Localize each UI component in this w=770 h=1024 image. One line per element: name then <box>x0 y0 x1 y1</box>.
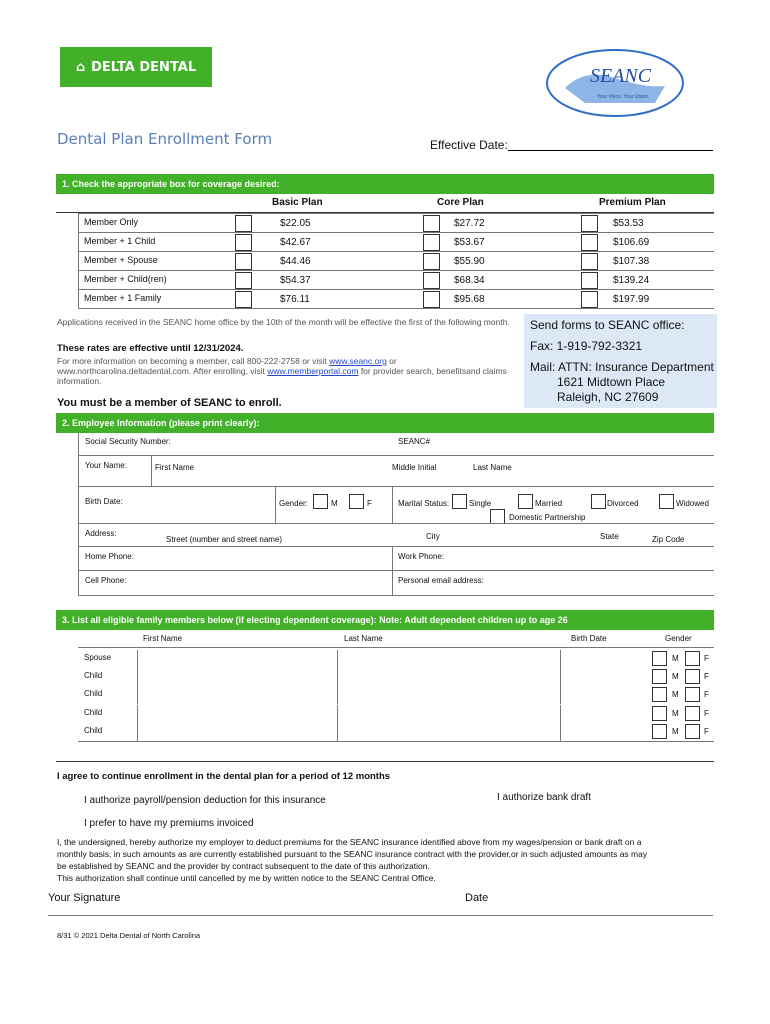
your-name-label: Your Name: <box>85 461 127 470</box>
seanc-link[interactable]: www.seanc.org <box>329 356 387 366</box>
married-checkbox[interactable] <box>518 494 533 509</box>
basic-plan-checkbox[interactable] <box>235 215 252 232</box>
dependent-type: Child <box>84 708 103 717</box>
gender-m-label: M <box>331 499 338 508</box>
mail-attn: Mail: ATTN: Insurance Department <box>530 360 714 374</box>
gender-f-label: F <box>704 672 709 681</box>
dependent-birth-date[interactable] <box>561 686 651 704</box>
dependent-last-name[interactable] <box>338 705 560 723</box>
plan-row <box>78 213 714 232</box>
gender-f-label: F <box>704 654 709 663</box>
mail-address-2: Raleigh, NC 27609 <box>557 390 659 404</box>
widowed-checkbox[interactable] <box>659 494 674 509</box>
section3-bar: 3. List all eligible family members below (if electing dependent coverage): Note: Adult dependent children up to age 26 <box>56 610 714 630</box>
premium-price: $197.99 <box>613 294 650 305</box>
street-label[interactable]: Street (number and street name) <box>166 535 283 544</box>
dependent-gender-f-checkbox[interactable] <box>685 651 700 666</box>
signature-label[interactable]: Your Signature <box>48 892 121 904</box>
married-label: Married <box>535 499 563 508</box>
core-price: $95.68 <box>454 294 485 305</box>
rates-effective: These rates are effective until 12/31/2024. <box>57 343 244 354</box>
premium-plan-checkbox[interactable] <box>581 272 598 289</box>
plan-header-basic: Basic Plan <box>272 197 323 208</box>
divorced-checkbox[interactable] <box>591 494 606 509</box>
gender-f-label: F <box>704 709 709 718</box>
coverage-label: Member + Child(ren) <box>84 274 167 284</box>
dependent-type: Spouse <box>84 653 112 662</box>
dependent-type: Child <box>84 726 103 735</box>
effective-date-field[interactable] <box>508 150 713 151</box>
page-title: Dental Plan Enrollment Form <box>57 130 273 148</box>
widowed-label: Widowed <box>676 499 709 508</box>
middle-initial-label[interactable]: Middle Initial <box>392 463 437 472</box>
send-forms-box <box>524 314 717 408</box>
core-plan-checkbox[interactable] <box>423 215 440 232</box>
first-name-label[interactable]: First Name <box>155 463 195 472</box>
coverage-label: Member + 1 Family <box>84 293 162 303</box>
dependent-last-name[interactable] <box>338 686 560 704</box>
dependent-row <box>78 705 714 723</box>
plan-header-premium: Premium Plan <box>599 197 666 208</box>
home-phone-label[interactable]: Home Phone: <box>85 552 134 561</box>
dependent-first-name[interactable] <box>137 650 337 668</box>
bank-draft-option[interactable]: I authorize bank draft <box>497 792 591 803</box>
delta-dental-logo <box>60 47 212 87</box>
gender-f-label: F <box>704 690 709 699</box>
work-phone-label[interactable]: Work Phone: <box>398 552 445 561</box>
more-info: For more information on becoming a member, call 800-222-2758 or visit www.seanc.org or www.northcarolina.deltadental.com. After enrolling, visit www.memberportal.com for provider search, benefitsand claims information. <box>57 356 507 386</box>
cell-phone-label[interactable]: Cell Phone: <box>85 576 127 585</box>
premium-price: $106.69 <box>613 237 650 248</box>
marital-label: Marital Status: <box>398 499 450 508</box>
gender-m-label: M <box>672 727 679 736</box>
gender-m-label: M <box>672 672 679 681</box>
fax-number: Fax: 1-919-792-3321 <box>530 339 643 353</box>
premium-plan-checkbox[interactable] <box>581 215 598 232</box>
effective-date-label: Effective Date: <box>430 138 508 152</box>
coverage-label: Member + Spouse <box>84 255 158 265</box>
gender-f-label: F <box>704 727 709 736</box>
applications-note: Applications received in the SEANC home office by the 10th of the month will be effective the first of the following month. <box>57 317 510 327</box>
basic-price: $42.67 <box>280 237 311 248</box>
gender-label: Gender: <box>279 499 308 508</box>
dependent-first-name[interactable] <box>137 723 337 741</box>
memberportal-link[interactable]: www.memberportal.com <box>267 366 359 376</box>
ssn-label: Social Security Number: <box>85 437 171 446</box>
send-heading: Send forms to SEANC office: <box>530 318 685 332</box>
premium-plan-checkbox[interactable] <box>581 291 598 308</box>
gender-m-checkbox[interactable] <box>313 494 328 509</box>
dependent-first-name[interactable] <box>137 686 337 704</box>
section2-bar: 2. Employee Information (please print clearly): <box>56 413 714 433</box>
copyright: 8/31 © 2021 Delta Dental of North Carolina <box>57 931 201 940</box>
core-plan-checkbox[interactable] <box>423 291 440 308</box>
basic-price: $22.05 <box>280 218 311 229</box>
last-name-label[interactable]: Last Name <box>473 463 512 472</box>
coverage-label: Member + 1 Child <box>84 236 156 246</box>
core-price: $55.90 <box>454 256 485 267</box>
gender-m-label: M <box>672 690 679 699</box>
premium-plan-checkbox[interactable] <box>581 234 598 251</box>
dependent-birth-date[interactable] <box>561 668 651 686</box>
tooth-icon: ⌂ <box>75 59 86 75</box>
mail-address-1: 1621 Midtown Place <box>557 375 666 389</box>
seanc-logo-text: SEANC <box>590 65 652 87</box>
dependent-first-name[interactable] <box>137 668 337 686</box>
plan-row <box>78 251 714 270</box>
dep-col-first: First Name <box>143 634 183 643</box>
dependent-row <box>78 668 714 686</box>
authorization-text: I, the undersigned, hereby authorize my employer to deduct premiums for the SEANC insurance identified above from my wages/pension or bank draft on a monthly basis, in such amounts as are currently established pursuant to the SEANC insurance contract with the provider,or in such adjusted amounts as may be established by SEANC and the provider by contract subsequent to the date of this authorization. This authorization shall continue until cancelled by me by written notice to the SEANC Central Office. <box>57 837 648 883</box>
dependent-gender-m-checkbox[interactable] <box>652 706 667 721</box>
core-plan-checkbox[interactable] <box>423 234 440 251</box>
premium-plan-checkbox[interactable] <box>581 253 598 270</box>
dependent-gender-m-checkbox[interactable] <box>652 669 667 684</box>
dep-col-birth: Birth Date <box>571 634 607 643</box>
gender-m-label: M <box>672 654 679 663</box>
invoiced-option[interactable]: I prefer to have my premiums invoiced <box>84 818 254 829</box>
dependent-row <box>78 723 714 741</box>
dependent-last-name[interactable] <box>338 650 560 668</box>
basic-plan-checkbox[interactable] <box>235 234 252 251</box>
basic-plan-checkbox[interactable] <box>235 291 252 308</box>
agree-statement: I agree to continue enrollment in the dental plan for a period of 12 months <box>57 771 391 782</box>
section1-bar: 1. Check the appropriate box for coverage desired: <box>56 174 714 194</box>
dependent-gender-m-checkbox[interactable] <box>652 724 667 739</box>
single-checkbox[interactable] <box>452 494 467 509</box>
logo-text: DELTA DENTAL <box>91 59 197 75</box>
dep-col-gender: Gender <box>665 634 692 643</box>
state-label[interactable]: State <box>600 532 619 541</box>
core-plan-checkbox[interactable] <box>423 272 440 289</box>
dependent-type: Child <box>84 671 103 680</box>
dependent-row <box>78 650 714 668</box>
plan-row <box>78 289 714 308</box>
seanc-logo <box>545 48 685 118</box>
basic-plan-checkbox[interactable] <box>235 272 252 289</box>
date-label[interactable]: Date <box>465 892 489 904</box>
basic-price: $76.11 <box>280 294 310 305</box>
domestic-partnership-label: Domestic Partnership <box>509 513 586 522</box>
dependent-gender-f-checkbox[interactable] <box>685 669 700 684</box>
domestic-partnership-checkbox[interactable] <box>490 509 505 524</box>
basic-plan-checkbox[interactable] <box>235 253 252 270</box>
city-label[interactable]: City <box>426 532 440 541</box>
core-price: $53.67 <box>454 237 485 248</box>
gender-f-label: F <box>367 499 372 508</box>
payroll-option[interactable]: I authorize payroll/pension deduction for this insurance <box>84 795 326 806</box>
seanc-number-label: SEANC# <box>398 437 431 446</box>
dependent-last-name[interactable] <box>338 668 560 686</box>
dep-col-last: Last Name <box>344 634 383 643</box>
dependent-gender-f-checkbox[interactable] <box>685 706 700 721</box>
gender-f-checkbox[interactable] <box>349 494 364 509</box>
dependent-gender-f-checkbox[interactable] <box>685 724 700 739</box>
premium-price: $107.38 <box>613 256 650 267</box>
zip-label[interactable]: Zip Code <box>652 535 685 544</box>
plan-header-core: Core Plan <box>437 197 484 208</box>
dependent-birth-date[interactable] <box>561 650 651 668</box>
dependent-gender-m-checkbox[interactable] <box>652 651 667 666</box>
basic-price: $44.46 <box>280 256 311 267</box>
single-label: Single <box>469 499 492 508</box>
core-price: $68.34 <box>454 275 485 286</box>
coverage-label: Member Only <box>84 217 139 227</box>
gender-m-label: M <box>672 709 679 718</box>
seanc-tagline: Your Voice. Your Union. <box>597 94 650 100</box>
premium-price: $53.53 <box>613 218 644 229</box>
dependent-gender-m-checkbox[interactable] <box>652 687 667 702</box>
basic-price: $54.37 <box>280 275 311 286</box>
birth-date-label[interactable]: Birth Date: <box>85 497 123 506</box>
plan-row <box>78 232 714 251</box>
dependent-type: Child <box>84 689 103 698</box>
premium-price: $139.24 <box>613 275 650 286</box>
dependent-last-name[interactable] <box>338 723 560 741</box>
divorced-label: Divorced <box>607 499 639 508</box>
dependent-gender-f-checkbox[interactable] <box>685 687 700 702</box>
core-plan-checkbox[interactable] <box>423 253 440 270</box>
plan-row <box>78 270 714 289</box>
dependent-birth-date[interactable] <box>561 705 651 723</box>
dependent-first-name[interactable] <box>137 705 337 723</box>
email-label[interactable]: Personal email address: <box>398 576 484 585</box>
dependent-birth-date[interactable] <box>561 723 651 741</box>
address-label: Address: <box>85 529 117 538</box>
dependent-row <box>78 686 714 704</box>
member-required: You must be a member of SEANC to enroll. <box>57 397 282 409</box>
core-price: $27.72 <box>454 218 485 229</box>
